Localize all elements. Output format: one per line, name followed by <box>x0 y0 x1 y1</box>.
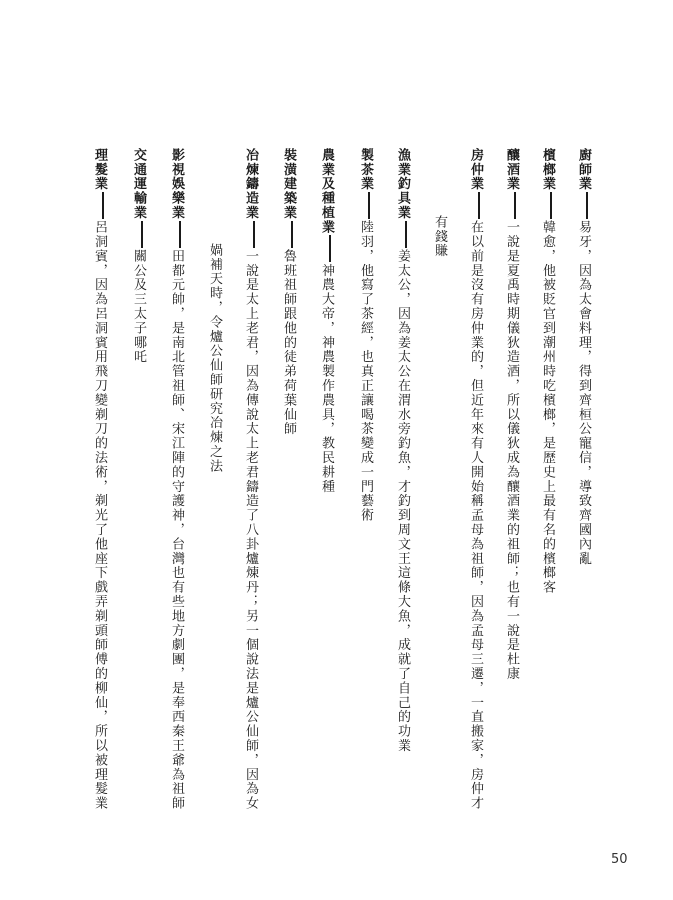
em-dash <box>478 192 480 219</box>
entry-fishing <box>396 148 409 753</box>
entry-term: 交通運輸業 <box>131 148 146 220</box>
em-dash <box>550 192 552 219</box>
em-dash <box>102 192 104 219</box>
entry-construction <box>282 148 295 436</box>
entry-smelting-continuation <box>208 243 221 473</box>
em-dash <box>329 235 331 262</box>
entry-term: 製茶業 <box>358 148 373 192</box>
entry-text: 關公及三太子哪吒 <box>131 249 146 365</box>
entry-term: 檳榔業 <box>540 148 555 192</box>
entry-term: 農業及種植業 <box>319 148 334 235</box>
entry-term: 漁業釣具業 <box>395 148 410 220</box>
entry-text-continuation: 有錢賺 <box>432 215 447 259</box>
em-dash <box>141 221 143 248</box>
entry-entertainment <box>170 148 183 811</box>
entry-text-continuation: 媧補天時，令爐公仙師研究冶煉之法 <box>207 243 222 474</box>
entry-real-estate <box>469 148 482 811</box>
page-number: 50 <box>611 852 628 867</box>
entry-text: 神農大帝，神農製作農具，教民耕種 <box>319 263 334 494</box>
em-dash <box>405 221 407 248</box>
entry-term: 釀酒業 <box>504 148 519 192</box>
entry-text: 田都元帥，是南北管祖師、宋江陣的守護神，台灣也有些地方劇團，是奉西秦王爺為祖師 <box>169 249 184 811</box>
em-dash <box>253 221 255 248</box>
entry-term: 冶煉鑄造業 <box>243 148 258 220</box>
em-dash <box>291 221 293 248</box>
entry-text: 易牙，因為太會料理，得到齊桓公寵信，導致齊國內亂 <box>576 220 591 566</box>
entry-term: 廚師業 <box>576 148 591 192</box>
entry-term: 理髮業 <box>92 148 107 192</box>
entry-barber <box>93 148 106 811</box>
entry-text: 韓愈，他被貶官到潮州時吃檳榔，是歷史上最有名的檳榔客 <box>540 220 555 595</box>
entry-text: 姜太公，因為姜太公在渭水旁釣魚，才釣到周文王這條大魚，成就了自己的功業 <box>395 249 410 753</box>
entry-text: 陸羽，他寫了茶經，也真正讓喝茶變成一門藝術 <box>358 220 373 523</box>
entry-term: 房仲業 <box>468 148 483 192</box>
entry-text: 一說是太上老君，因為傳說太上老君鑄造了八卦爐煉丹；另一個說法是爐公仙師，因為女 <box>243 249 258 811</box>
entry-brewing <box>505 148 518 681</box>
em-dash <box>586 192 588 219</box>
entry-transportation <box>132 148 145 364</box>
em-dash <box>514 192 516 219</box>
entry-text: 呂洞賓，因為呂洞賓用飛刀變剃刀的法術，剃光了他座下戲弄剃頭師傅的柳仙，所以被理髮業 <box>92 220 107 811</box>
entry-agriculture <box>320 148 333 494</box>
entry-term: 影視娛樂業 <box>169 148 184 220</box>
entry-term: 裝潢建築業 <box>281 148 296 220</box>
em-dash <box>179 221 181 248</box>
entry-chef <box>577 148 590 566</box>
em-dash <box>368 192 370 219</box>
entry-tea <box>359 148 372 523</box>
entry-text: 一說是夏禹時期儀狄造酒，所以儀狄成為釀酒業的祖師；也有一說是杜康 <box>504 220 519 682</box>
entry-betel-nut <box>541 148 554 595</box>
entry-text: 魯班祖師跟他的徒弟荷葉仙師 <box>281 249 296 437</box>
entry-text: 在以前是沒有房仲業的，但近年來有人開始稱孟母為祖師，因為孟母三遷，一直搬家，房仲才 <box>468 220 483 811</box>
entry-real-estate-continuation <box>433 215 446 258</box>
entry-smelting <box>244 148 257 811</box>
